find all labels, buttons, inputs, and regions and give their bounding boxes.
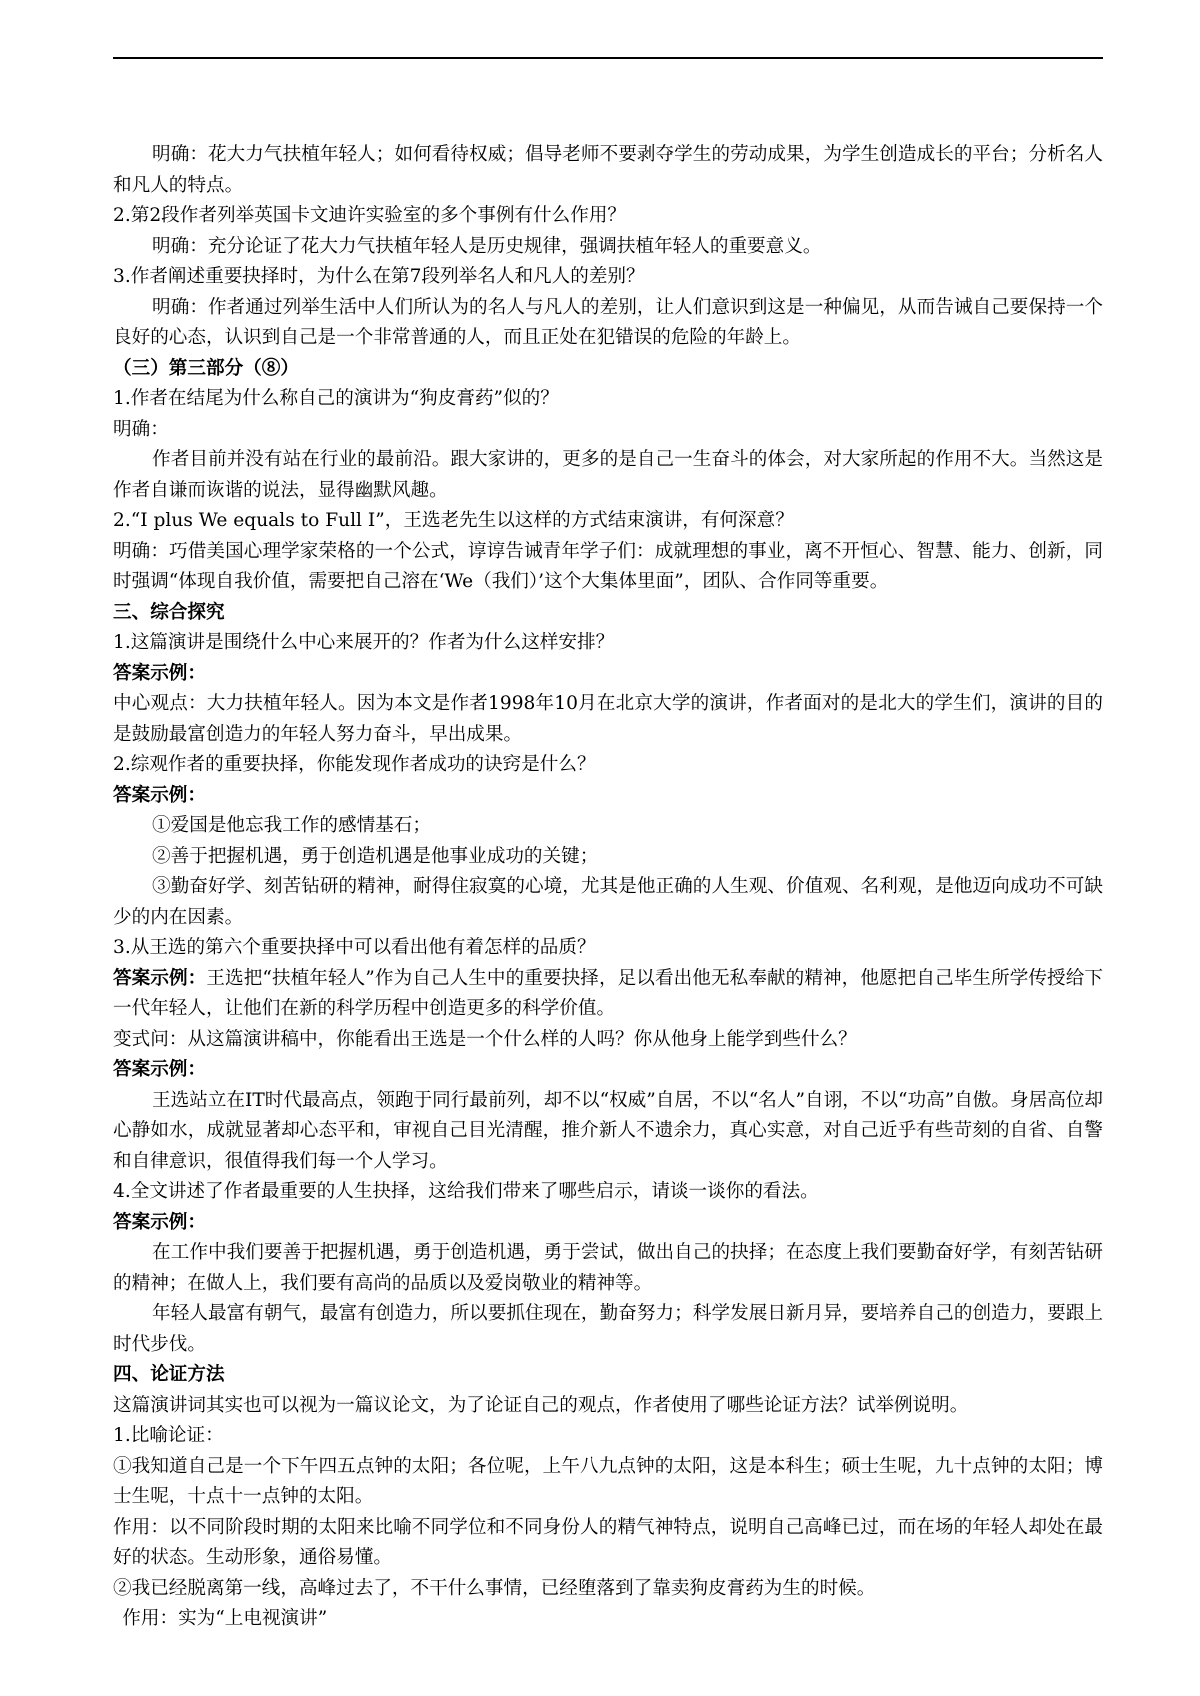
paragraph: 明确：巧借美国心理学家荣格的一个公式，谆谆告诫青年学子们：成就理想的事业，离不开恒心、智慧、能力、创新，同时强调“体现自我价值，需要把自己溶在‘We（我们）’这个大集体里面”，团队、合作同等重要。: [113, 540, 1103, 592]
question: 1.这篇演讲是围绕什么中心来展开的？作者为什么这样安排？: [113, 632, 615, 653]
question: 2.“I plus We equals to Full I”，王选老先生以这样的方式结束演讲，有何深意？: [113, 510, 794, 531]
paragraph: 中心观点：大力扶植年轻人。因为本文是作者1998年10月在北京大学的演讲，作者面对的是北大的学生们，演讲的目的是鼓励最富创造力的年轻人努力奋斗，早出成果。: [113, 693, 1103, 745]
section-heading: 三、综合探究: [113, 601, 225, 623]
list-item: ②善于把握机遇，勇于创造机遇是他事业成功的关键；: [152, 845, 599, 867]
question: 3.作者阐述重要抉择时，为什么在第7段列举名人和凡人的差别？: [113, 266, 645, 287]
example: ②我已经脱离第一线，高峰过去了，不干什么事情，已经堕落到了靠卖狗皮膏药为生的时候。: [113, 1577, 876, 1599]
paragraph-text: 王选把“扶植年轻人”作为自己人生中的重要抉择，足以看出他无私奉献的精神，他愿把自己毕生所学传授给下一代年轻人，让他们在新的科学历程中创造更多的科学价值。: [113, 967, 1103, 1019]
paragraph-with-lead: [113, 964, 1103, 1025]
paragraph: 在工作中我们要善于把握机遇，勇于创造机遇，勇于尝试，做出自己的抉择；在态度上我们要勤奋好学，有刻苦钻研的精神；在做人上，我们要有高尚的品质以及爱岗敬业的精神等。: [113, 1242, 1103, 1294]
list-item: ③勤奋好学、刻苦钻研的精神，耐得住寂寞的心境，尤其是他正确的人生观、价值观、名利观，是他迈向成功不可缺少的内在因素。: [113, 876, 1103, 928]
document-body: [113, 140, 1103, 1635]
paragraph: 作者目前并没有站在行业的最前沿。跟大家讲的，更多的是自己一生奋斗的体会，对大家所起的作用不大。当然这是作者自谦而诙谐的说法，显得幽默风趣。: [113, 449, 1103, 501]
answer-label: 明确：: [113, 418, 169, 440]
answer-label: 答案示例：: [113, 662, 206, 684]
paragraph: 作用：实为“上电视演讲”: [122, 1608, 328, 1629]
subheading: 1.比喻论证：: [113, 1425, 224, 1446]
paragraph: 明确：作者通过列举生活中人们所认为的名人与凡人的差别，让人们意识到这是一种偏见，从而告诫自己要保持一个良好的心态，认识到自己是一个非常普通的人，而且正处在犯错误的危险的年龄上。: [113, 296, 1103, 348]
answer-label: 答案示例：: [113, 967, 207, 989]
question: 2.综观作者的重要抉择，你能发现作者成功的诀窍是什么？: [113, 754, 596, 775]
question: 1.作者在结尾为什么称自己的演讲为“狗皮膏药”似的？: [113, 388, 559, 409]
section-heading: 四、论证方法: [113, 1364, 225, 1385]
question: 3.从王选的第六个重要抉择中可以看出他有着怎样的品质？: [113, 937, 596, 958]
paragraph: 明确：充分论证了花大力气扶植年轻人是历史规律，强调扶植年轻人的重要意义。: [152, 235, 822, 257]
answer-label: 答案示例：: [113, 1211, 206, 1233]
paragraph: 作用：以不同阶段时期的太阳来比喻不同学位和不同身份人的精气神特点，说明自己高峰已过，而在场的年轻人却处在最好的状态。生动形象，通俗易懂。: [113, 1516, 1103, 1568]
example: ①我知道自己是一个下午四五点钟的太阳；各位呢，上午八九点钟的太阳，这是本科生；硕士生呢，九十点钟的太阳；博士生呢，十点十一点钟的太阳。: [113, 1455, 1103, 1507]
paragraph: 年轻人最富有朝气，最富有创造力，所以要抓住现在，勤奋努力；科学发展日新月异，要培养自己的创造力，要跟上时代步伐。: [113, 1303, 1103, 1355]
header-rule: [113, 57, 1103, 59]
list-item: ①爱国是他忘我工作的感情基石；: [152, 815, 431, 836]
section-heading: （三）第三部分（⑧）: [113, 357, 299, 379]
question: 4.全文讲述了作者最重要的人生抉择，这给我们带来了哪些启示，请谈一谈你的看法。: [113, 1181, 819, 1202]
answer-label: 答案示例：: [113, 784, 206, 806]
question: 这篇演讲词其实也可以视为一篇议论文，为了论证自己的观点，作者使用了哪些论证方法？试举例说明。: [113, 1394, 969, 1416]
question: 变式问：从这篇演讲稿中，你能看出王选是一个什么样的人吗？你从他身上能学到些什么？: [113, 1028, 857, 1050]
question: 2.第2段作者列举英国卡文迪许实验室的多个事例有什么作用？: [113, 205, 627, 226]
paragraph: 明确：花大力气扶植年轻人；如何看待权威；倡导老师不要剥夺学生的劳动成果，为学生创造成长的平台；分析名人和凡人的特点。: [113, 144, 1103, 196]
answer-label: 答案示例：: [113, 1059, 206, 1080]
paragraph: 王选站立在IT时代最高点，领跑于同行最前列，却不以“权威”自居，不以“名人”自诩，不以“功高”自傲。身居高位却心静如水，成就显著却心态平和，审视自己目光清醒，推介新人不遗余力，真心实意，对自己近乎有些苛刻的自省、自警和自律意识，很值得我们每一个人学习。: [113, 1089, 1103, 1172]
